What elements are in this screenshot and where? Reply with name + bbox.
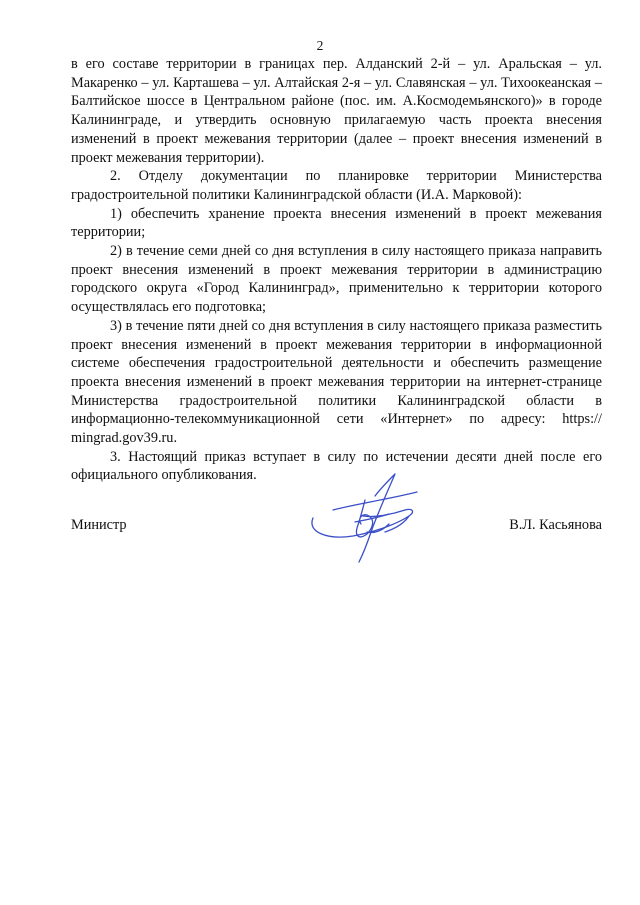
paragraph-item-3: 3. Настоящий приказ вступает в силу по истечении десяти дней после его официального опубликования. bbox=[71, 448, 602, 484]
paragraph-subitem-2: 2) в течение семи дней со дня вступления в силу настоящего приказа направить проект внесения изменений в проект межевания территории в администрацию городского округа «Город Калининград», применительно к территории которого осуществлялась его подготовка; bbox=[71, 243, 602, 316]
signatory-name: В.Л. Касьянова bbox=[509, 517, 602, 533]
paragraph-subitem-1: 1) обеспечить хранение проекта внесения изменений в проект межевания территории; bbox=[71, 205, 602, 241]
document-body bbox=[71, 55, 602, 485]
signatory-title: Министр bbox=[71, 517, 127, 533]
signature-block bbox=[71, 508, 602, 548]
paragraph-continuation: в его составе территории в границах пер. Алданский 2-й – ул. Аральская – ул. Макаренко – ул. Карташева – ул. Алтайская 2-я – ул. Славянская – ул. Тихоокеанская – Балтийское шоссе в Центральном районе (пос. им. А.Космодемьянского)» в городе Калининграде, и утвердить основную прилагаемую часть проекта внесения изменений в проект межевания территории (далее – проект внесения изменений в проект межевания территории). bbox=[71, 56, 602, 166]
paragraph-subitem-3: 3) в течение пяти дней со дня вступления в силу настоящего приказа разместить проект внесения изменений в проект межевания территории в информационной системе обеспечения градостроительной деятельности и обеспечить размещение проекта внесения изменений в проект межевания территории на интернет-странице Министерства градостроительной политики Калининградской области в информационно-телекоммуникационной сети «Интернет» по адресу: https:// mingrad.gov39.ru. bbox=[71, 317, 602, 447]
paragraph-item-2: 2. Отделу документации по планировке территории Министерства градостроительной политики Калининградской области (И.А. Марковой): bbox=[71, 168, 602, 203]
handwritten-signature bbox=[305, 470, 425, 568]
page-number: 2 bbox=[316, 38, 324, 53]
